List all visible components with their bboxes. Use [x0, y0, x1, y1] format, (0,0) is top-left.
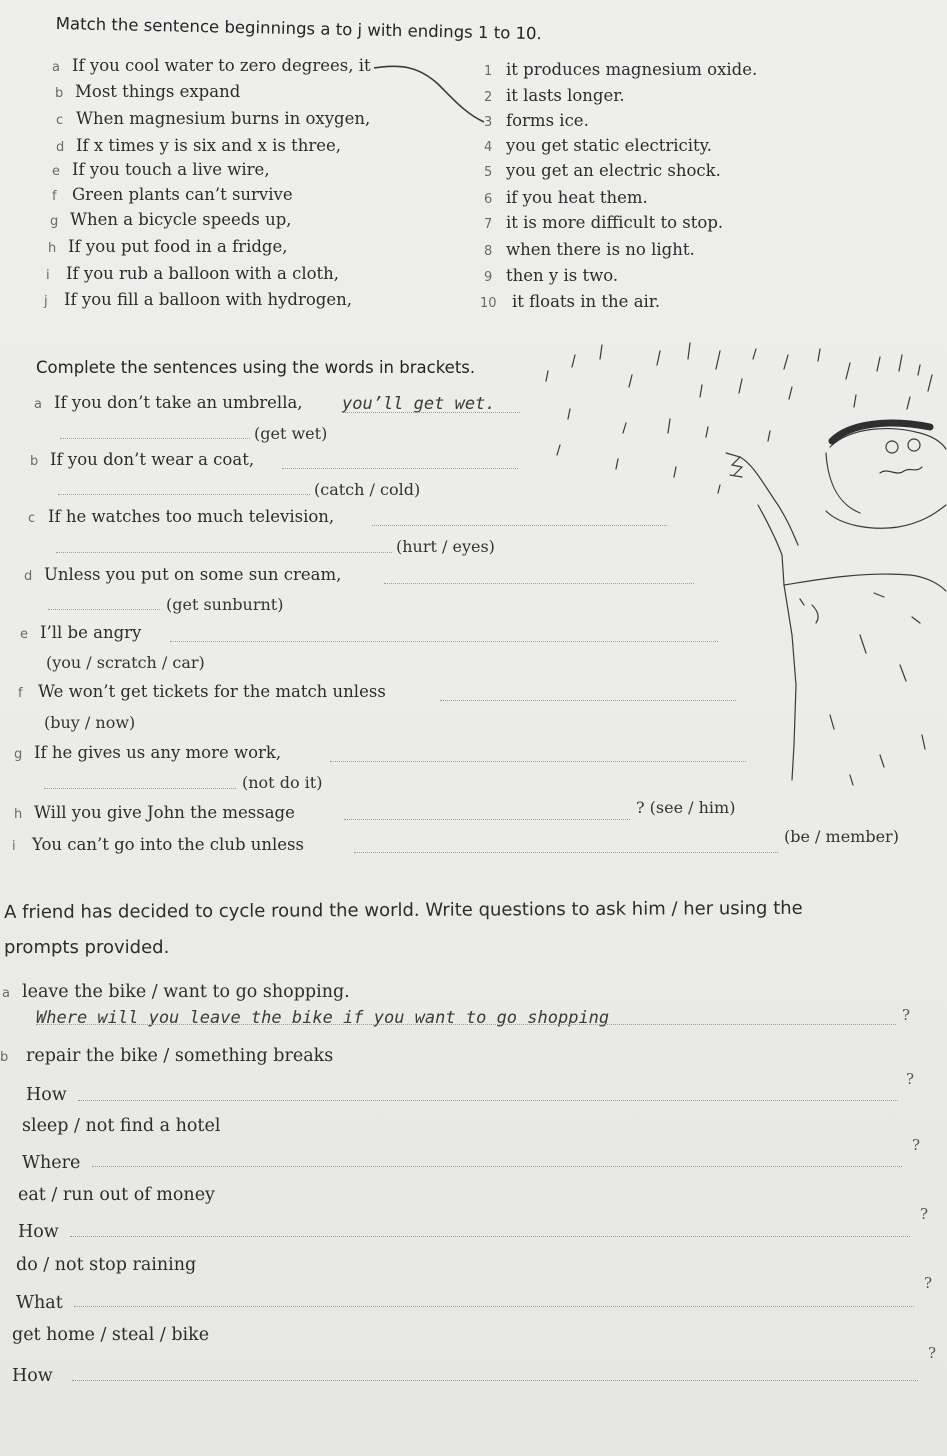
- ending-text: if you heat them.: [506, 188, 648, 207]
- answer-line[interactable]: [92, 1166, 902, 1167]
- ending-3: [484, 111, 589, 130]
- question-item-a: [2, 982, 350, 1002]
- item-number: 9: [484, 270, 493, 285]
- complete-item-d: [24, 565, 341, 584]
- answer-line[interactable]: [354, 852, 778, 853]
- hint-c: (hurt / eyes): [396, 537, 495, 556]
- answer-line[interactable]: [58, 494, 310, 495]
- answer-line[interactable]: [282, 468, 518, 469]
- item-letter: a: [52, 60, 60, 75]
- complete-item-h: [14, 803, 295, 822]
- ending-text: it lasts longer.: [506, 86, 625, 105]
- item-letter: c: [56, 113, 64, 128]
- ending-2: [484, 86, 625, 105]
- item-letter: h: [48, 241, 57, 256]
- beginning-f: [52, 185, 293, 204]
- question-item-f: [12, 1325, 209, 1345]
- sentence-text: If you don’t take an umbrella,: [54, 393, 303, 412]
- ending-text: then y is two.: [506, 266, 619, 285]
- ending-8: [484, 240, 695, 259]
- answer-line[interactable]: [44, 788, 236, 789]
- item-letter: e: [20, 627, 28, 642]
- question-mark: ?: [912, 1136, 921, 1154]
- item-letter: j: [44, 294, 48, 309]
- complete-item-e: [20, 623, 141, 642]
- starter-e: What: [16, 1293, 63, 1313]
- sentence-text: You can’t go into the club unless: [32, 835, 304, 854]
- hint-h: ? (see / him): [636, 798, 736, 817]
- beginning-text: When a bicycle speeds up,: [70, 210, 292, 229]
- beginning-h: [48, 237, 287, 256]
- answer-question-a[interactable]: Where will you leave the bike if you want to go shopping: [36, 1008, 610, 1028]
- answer-line[interactable]: [56, 552, 392, 553]
- item-letter: a: [34, 397, 42, 412]
- sentence-text: Unless you put on some sun cream,: [44, 565, 342, 584]
- starter-b: How: [26, 1085, 67, 1105]
- item-letter: b: [55, 86, 64, 101]
- item-letter: g: [50, 214, 59, 229]
- sentence-text: I’ll be angry: [40, 623, 142, 642]
- item-letter: f: [18, 686, 23, 701]
- sentence-text: If he gives us any more work,: [34, 743, 282, 762]
- question-item-b: [0, 1046, 333, 1066]
- prompt-text: eat / run out of money: [18, 1185, 215, 1205]
- exercise2-heading: Complete the sentences using the words in brackets.: [36, 358, 476, 377]
- answer-line: [60, 438, 250, 439]
- item-number: 2: [484, 90, 493, 105]
- ending-text: it produces magnesium oxide.: [506, 60, 758, 79]
- beginning-text: If you cool water to zero degrees, it: [72, 56, 371, 75]
- exercise3-heading-line1: A friend has decided to cycle round the world. Write questions to ask him / her using the: [4, 897, 803, 923]
- answer-line: [342, 412, 520, 413]
- item-number: 6: [484, 192, 493, 207]
- beginning-text: If you fill a balloon with hydrogen,: [64, 290, 353, 309]
- complete-item-b: [30, 450, 254, 469]
- item-letter: b: [0, 1050, 9, 1065]
- sentence-text: Will you give John the message: [34, 803, 295, 822]
- answer-line[interactable]: [48, 609, 160, 610]
- item-letter: b: [30, 454, 39, 469]
- answer-line[interactable]: [70, 1236, 910, 1237]
- complete-item-i: [12, 835, 304, 854]
- ending-text: it is more difficult to stop.: [506, 213, 724, 232]
- beginning-text: If you rub a balloon with a cloth,: [66, 264, 340, 283]
- question-mark: ?: [920, 1205, 929, 1223]
- item-letter: a: [2, 986, 10, 1001]
- item-letter: g: [14, 747, 23, 762]
- complete-item-a: [34, 393, 303, 412]
- ending-text: when there is no light.: [506, 240, 695, 259]
- item-letter: i: [46, 268, 50, 283]
- exercise3-heading-line2: prompts provided.: [4, 937, 170, 958]
- sentence-text: If you don’t wear a coat,: [50, 450, 255, 469]
- answer-line[interactable]: [344, 819, 630, 820]
- beginning-b: [55, 82, 240, 101]
- question-mark: ?: [924, 1274, 933, 1292]
- beginning-i: [46, 264, 339, 283]
- beginning-e: [52, 160, 270, 179]
- starter-c: Where: [22, 1153, 81, 1173]
- beginning-j: [44, 290, 352, 309]
- beginning-d: [56, 136, 341, 155]
- answer-line[interactable]: [78, 1100, 898, 1101]
- answer-line: [36, 1024, 896, 1025]
- ending-1: [484, 60, 757, 79]
- prompt-text: repair the bike / something breaks: [26, 1046, 334, 1066]
- hint-e: (you / scratch / car): [46, 653, 205, 672]
- item-number: 1: [484, 64, 493, 79]
- student-doodle: [530, 335, 947, 790]
- hint-i: (be / member): [784, 827, 899, 846]
- starter-d: How: [18, 1222, 59, 1242]
- ending-text: forms ice.: [506, 111, 589, 130]
- beginning-a: [52, 56, 371, 75]
- ending-9: [484, 266, 618, 285]
- item-number: 10: [480, 296, 497, 311]
- hint-f: (buy / now): [44, 713, 136, 732]
- prompt-text: sleep / not find a hotel: [22, 1116, 221, 1136]
- question-mark: ?: [906, 1070, 915, 1088]
- question-item-e: [16, 1255, 196, 1275]
- item-number: 7: [484, 217, 493, 232]
- sentence-text: We won’t get tickets for the match unless: [38, 682, 386, 701]
- beginning-g: [50, 210, 292, 229]
- hint-b: (catch / cold): [314, 480, 421, 499]
- item-letter: i: [12, 839, 16, 854]
- beginning-text: If you touch a live wire,: [72, 160, 270, 179]
- answer-line[interactable]: [74, 1306, 914, 1307]
- item-number: 3: [484, 115, 493, 130]
- complete-item-c: [28, 507, 334, 526]
- ending-text: you get static electricity.: [506, 136, 713, 155]
- starter-f: How: [12, 1366, 53, 1386]
- exercise1-heading: Match the sentence beginnings a to j with endings 1 to 10.: [55, 14, 543, 44]
- hint-g: (not do it): [242, 773, 323, 792]
- beginning-text: When magnesium burns in oxygen,: [76, 109, 371, 128]
- item-number: 4: [484, 140, 493, 155]
- hint-a: (get wet): [254, 424, 328, 443]
- ending-5: [484, 161, 721, 180]
- item-number: 8: [484, 244, 493, 259]
- item-letter: d: [56, 140, 65, 155]
- question-item-c: [22, 1116, 220, 1136]
- item-letter: d: [24, 569, 33, 584]
- item-letter: c: [28, 511, 36, 526]
- sentence-text: If he watches too much television,: [48, 507, 335, 526]
- ending-7: [484, 213, 723, 232]
- hint-d: (get sunburnt): [166, 595, 284, 614]
- question-mark: ?: [902, 1006, 911, 1024]
- beginning-text: If x times y is six and x is three,: [76, 136, 342, 155]
- beginning-text: If you put food in a fridge,: [68, 237, 288, 256]
- ending-6: [484, 188, 648, 207]
- ending-text: it floats in the air.: [512, 292, 661, 311]
- complete-item-f: [18, 682, 386, 701]
- item-letter: e: [52, 164, 60, 179]
- item-letter: h: [14, 807, 23, 822]
- ending-4: [484, 136, 712, 155]
- item-number: 5: [484, 165, 493, 180]
- prompt-text: do / not stop raining: [16, 1255, 197, 1275]
- ending-10: [480, 292, 660, 311]
- prompt-text: get home / steal / bike: [12, 1325, 210, 1345]
- match-line: [370, 62, 490, 126]
- prompt-text: leave the bike / want to go shopping.: [22, 982, 350, 1002]
- question-item-d: [18, 1185, 215, 1205]
- question-mark: ?: [928, 1344, 937, 1362]
- beginning-text: Green plants can’t survive: [72, 185, 293, 204]
- complete-item-g: [14, 743, 281, 762]
- beginning-c: [56, 109, 370, 128]
- answer-a[interactable]: you’ll get wet.: [342, 394, 496, 414]
- item-letter: f: [52, 189, 57, 204]
- beginning-text: Most things expand: [75, 82, 241, 101]
- answer-line[interactable]: [72, 1380, 918, 1381]
- ending-text: you get an electric shock.: [506, 161, 721, 180]
